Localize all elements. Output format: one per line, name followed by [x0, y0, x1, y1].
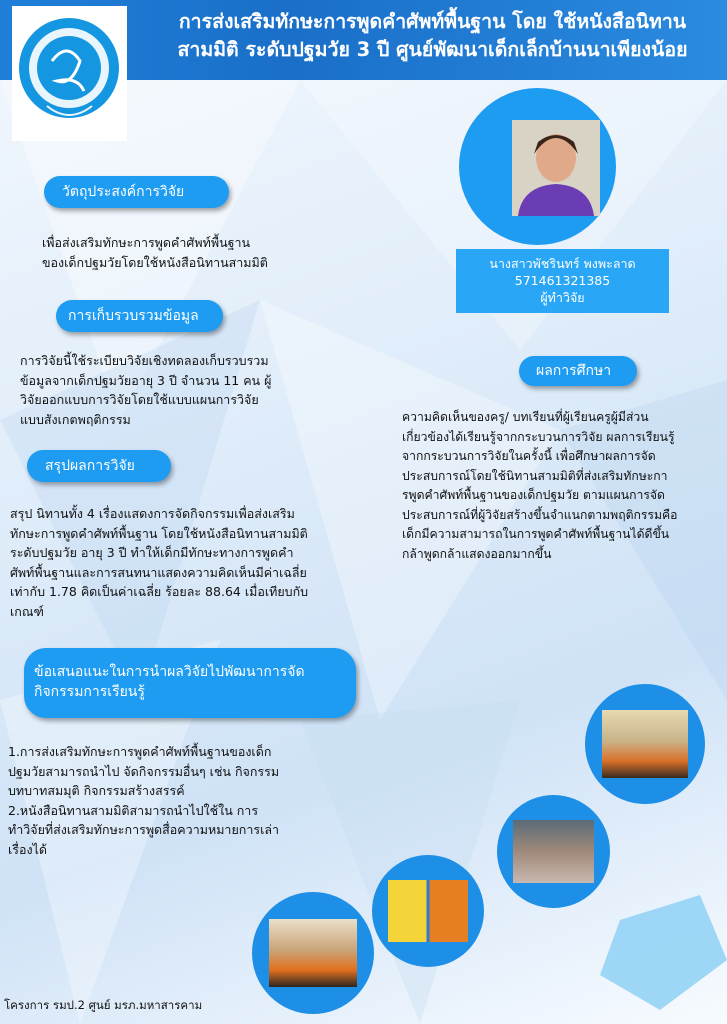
activity-photo-2 [497, 795, 610, 908]
suggestions-heading [24, 648, 356, 718]
summary-heading-text: สรุปผลการวิจัย [45, 458, 135, 474]
poster-title [140, 8, 725, 64]
objective-heading-text: วัตถุประสงค์การวิจัย [62, 184, 185, 200]
data-collection-heading-text: การเก็บรวบรวมข้อมูล [68, 308, 199, 324]
summary-text: สรุป นิทานทั้ง 4 เรื่องแสดงการจัดกิจกรรมเพื่อส่งเสริม ทักษะการพูดคำศัพท์พื้นฐาน โดยใช้หนังสือนิทานสามมิติ ระดับปฐมวัย อายุ 3 ปี ทำให้เด็กมีทักษะทางการพูดคำ ศัพท์พื้นฐานและการสนทนาแสดงความคิดเห็นมีค่าเฉลี่ย เท่ากับ 1.78 คิดเป็นค่าเฉลี่ย ร้อยละ 88.64 เมื่อเทียบกับ เกณฑ์ [10, 506, 309, 619]
activity-photo-1 [585, 684, 705, 804]
researcher-id: 571461321385 [514, 273, 611, 288]
activity-photo-3 [372, 855, 484, 967]
university-logo [12, 6, 127, 141]
data-collection-heading [56, 300, 223, 332]
researcher-role: ผู้ทำวิจัย [540, 290, 585, 305]
results-heading-text: ผลการศึกษา [536, 363, 612, 379]
data-collection-text: การวิจัยนี้ใช้ระเบียบวิจัยเชิงทดลองเก็บรวบรวม ข้อมูลจากเด็กปฐมวัยอายุ 3 ปี จำนวน 11 คน ผู้ วิจัยออกแบบการวิจัยโดยใช้แบบแผนการวิจัย แบบสังเกตพฤติกรรม [20, 353, 272, 427]
suggestions-heading-line-2: กิจกรรมการเรียนรู้ [34, 684, 145, 700]
summary-heading [27, 450, 171, 482]
researcher-name: นางสาวพัชรินทร์ พงพะลาด [489, 256, 636, 271]
researcher-info [456, 249, 669, 313]
results-heading [519, 356, 637, 386]
suggestions-text: 1.การส่งเสริมทักษะการพูดคำศัพท์พื้นฐานของเด็ก ปฐมวัยสามารถนำไป จัดกิจกรรมอื่นๆ เช่น กิจกรรม บทบาทสมมุติ กิจกรรมสร้างสรรค์ 2.หนังสือนิทานสามมิติสามารถนำไปใช้ใน การ ทำวิจัยที่ส่งเสริมทักษะการพูดสื่อความหมายการเล่า เรื่องได้ [8, 744, 280, 857]
activity-photo-4 [252, 892, 374, 1014]
results-text: ความคิดเห็นของครู/ บทเรียนที่ผู้เรียนครูผู้มีส่วน เกี่ยวข้องได้เรียนรู้จากกระบวนการวิจัย ผลการเรียนรู้ จากกระบวนการวิจัยในครั้งนี้ เพื่อศึกษาผลการจัด ประสบการณ์โดยใช้นิทานสามมิติที่ส่งเสริมทักษะกา รพูดคำศัพท์พื้นฐานของเด็กปฐมวัย ตามแผนการจัด ประสบการณ์ที่ผู้วิจัยสร้างขึ้นจำแนกตามพฤติกรรมคือ เด็กมีความสามารถในการพูดคำศัพท์พื้นฐานได้ดีขึ้น กล้าพูดกล้าแสดงออกมากขึ้น [402, 410, 678, 561]
title-line-1: การส่งเสริมทักษะการพูดคำศัพท์พื้นฐาน โดย ใช้หนังสือนิทาน [178, 10, 687, 33]
objective-text: เพื่อส่งเสริมทักษะการพูดคำศัพท์พื้นฐาน ของเด็กปฐมวัยโดยใช้หนังสือนิทานสามมิติ [42, 235, 268, 270]
suggestions-heading-line-1: ข้อเสนอแนะในการนำผลวิจัยไปพัฒนาการจัด [34, 664, 305, 680]
objective-heading [44, 176, 229, 208]
footer-text: โครงการ รมป.2 ศูนย์ มรภ.มหาสารคาม [4, 998, 203, 1012]
researcher-photo [512, 120, 600, 216]
title-line-2: สามมิติ ระดับปฐมวัย 3 ปี ศูนย์พัฒนาเด็กเล็กบ้านนาเพียงน้อย [177, 38, 688, 61]
